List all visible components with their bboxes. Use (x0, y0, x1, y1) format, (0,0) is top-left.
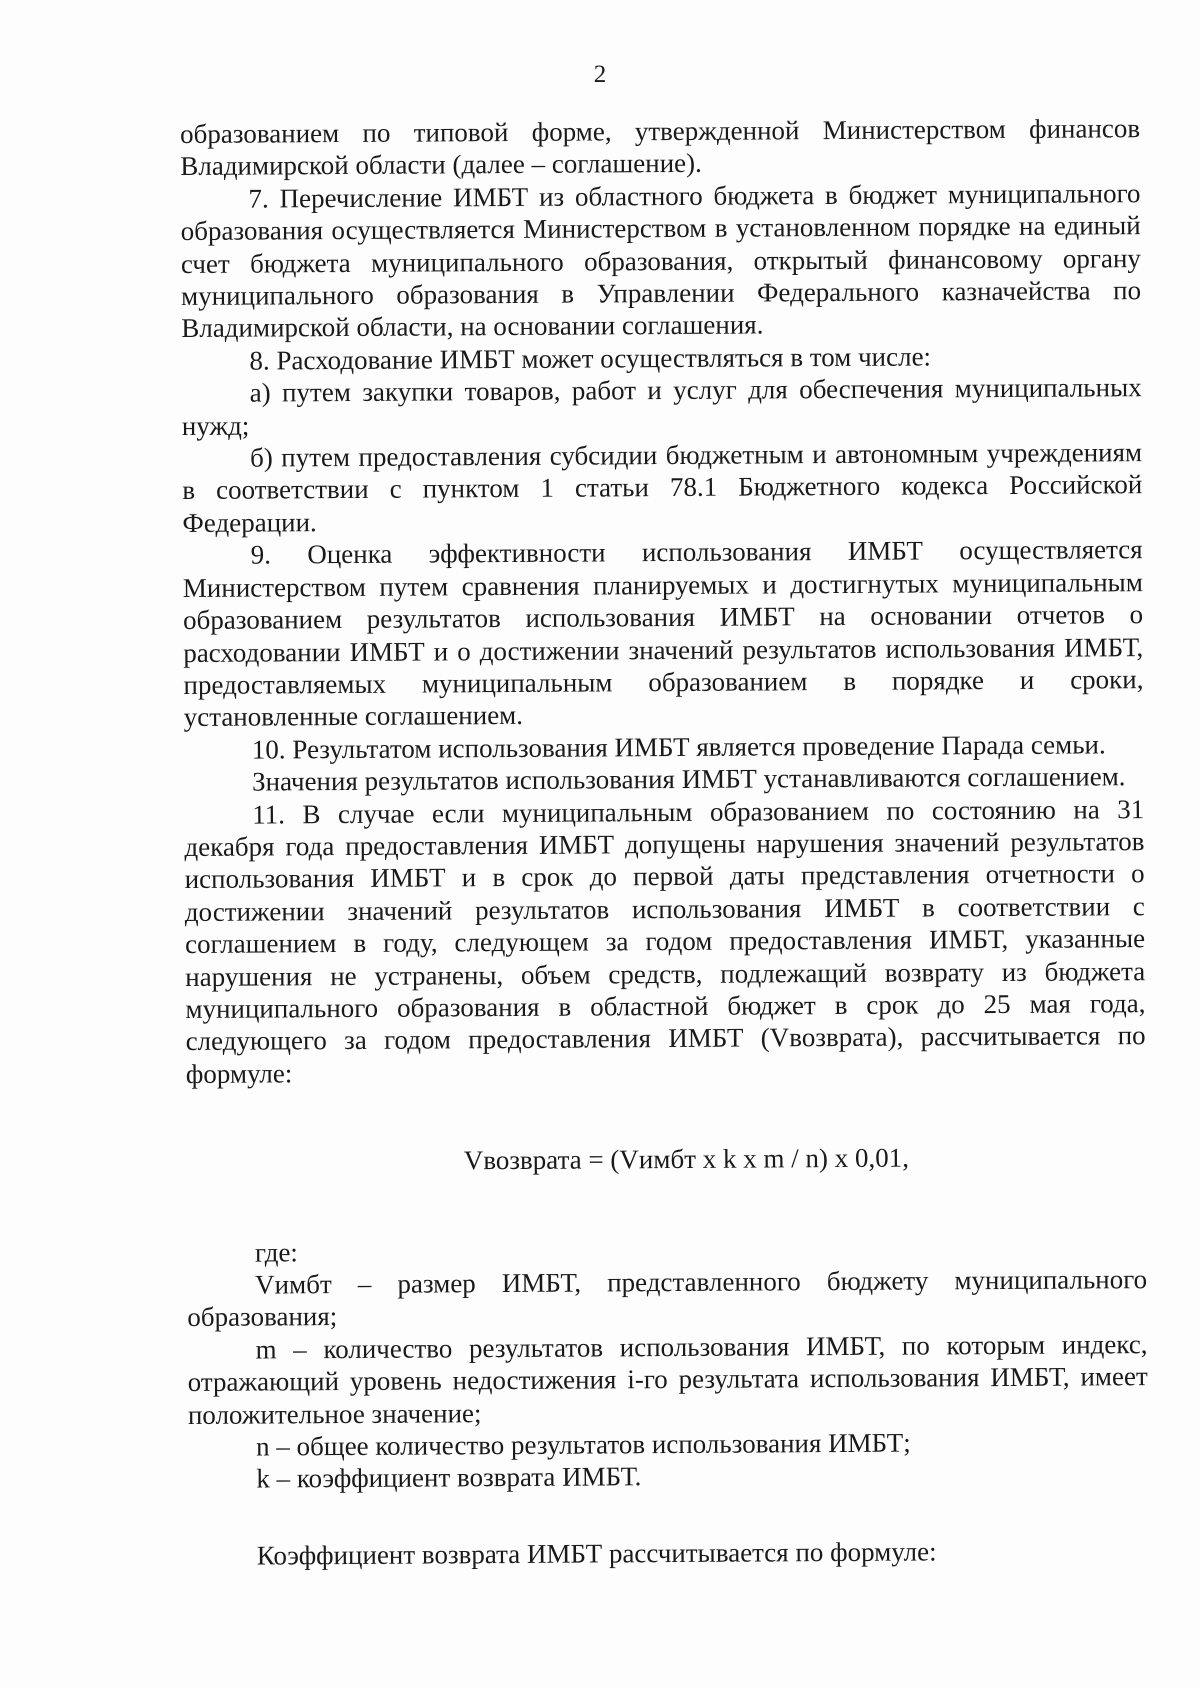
page-number: 2 (593, 61, 607, 88)
paragraph-8: 8. Расходование ИМБТ может осуществляться в том числе: (249, 341, 932, 376)
definition-m: m – количество результатов использования ИМБТ, по которым индекс, отражающий уровень недостижения i-го результата использования ИМБТ, имеет положительное значение; (187, 1328, 1148, 1430)
paragraph-11: 11. В случае если муниципальным образованием по состоянию на 31 декабря года предоставления ИМБТ допущены нарушения значений результатов использования ИМБТ и в срок до первой даты представления отчетности о достижении значений результатов использования ИМБТ в соответствии с соглашением в году, следующем за годом предоставления ИМБТ, указанные нарушения не устранены, объем средств, подлежащий возврату из бюджета муниципального образования в областной бюджет в срок до 25 мая года, следующего за годом предоставления ИМБТ (Vвозврата), рассчитывается по формуле: (184, 793, 1146, 1089)
paragraph-8-a: а) путем закупки товаров, работ и услуг для обеспечения муниципальных нужд; (181, 372, 1142, 441)
closing-line: Коэффициент возврата ИМБТ рассчитывается по формуле: (256, 1536, 937, 1571)
paragraph-10-values: Значения результатов использования ИМБТ устанавливаются соглашением. (251, 761, 1126, 797)
paragraph-7: 7. Перечисление ИМБТ из областного бюджета в бюджет муниципального образования осуществляется Министерством в установленном порядке на единый счет бюджета муниципального образования, открытый финансовому органу муниципального образования в Управлении Федерального казначейства по Владимирской области, на основании соглашения. (180, 177, 1142, 344)
definition-k: k – коэффициент возврата ИМБТ. (256, 1461, 642, 1494)
definition-where: где: (254, 1236, 298, 1268)
definition-vimbt: Vимбт – размер ИМБТ, представленного бюджету муниципального образования; (187, 1264, 1148, 1333)
paragraph-continuation: образованием по типовой форме, утвержденной Министерством финансов Владимирской области (далее – соглашение). (180, 113, 1141, 182)
document-body (180, 112, 1149, 1572)
paragraph-8-b: б) путем предоставления субсидии бюджетным и автономным учреждениям в соответствии с пунктом 1 статьи 78.1 Бюджетного кодекса Российской Федерации. (182, 437, 1143, 538)
formula-refund: Vвозврата = (Vимбт x k x m / n) x 0,01, (463, 1142, 910, 1176)
paragraph-10: 10. Результатом использования ИМБТ является проведение Парада семьи. (251, 729, 1106, 765)
paragraph-9: 9. Оценка эффективности использования ИМБТ осуществляется Министерством путем сравнения планируемых и достигнутых муниципальным образованием результатов использования ИМБТ на основании отчетов о расходовании ИМБТ и о достижении значений результатов использования ИМБТ, предоставляемых муниципальным образованием в порядке и сроки, установленные соглашением. (182, 534, 1144, 733)
definition-n: n – общее количество результатов использования ИМБТ; (256, 1427, 911, 1462)
